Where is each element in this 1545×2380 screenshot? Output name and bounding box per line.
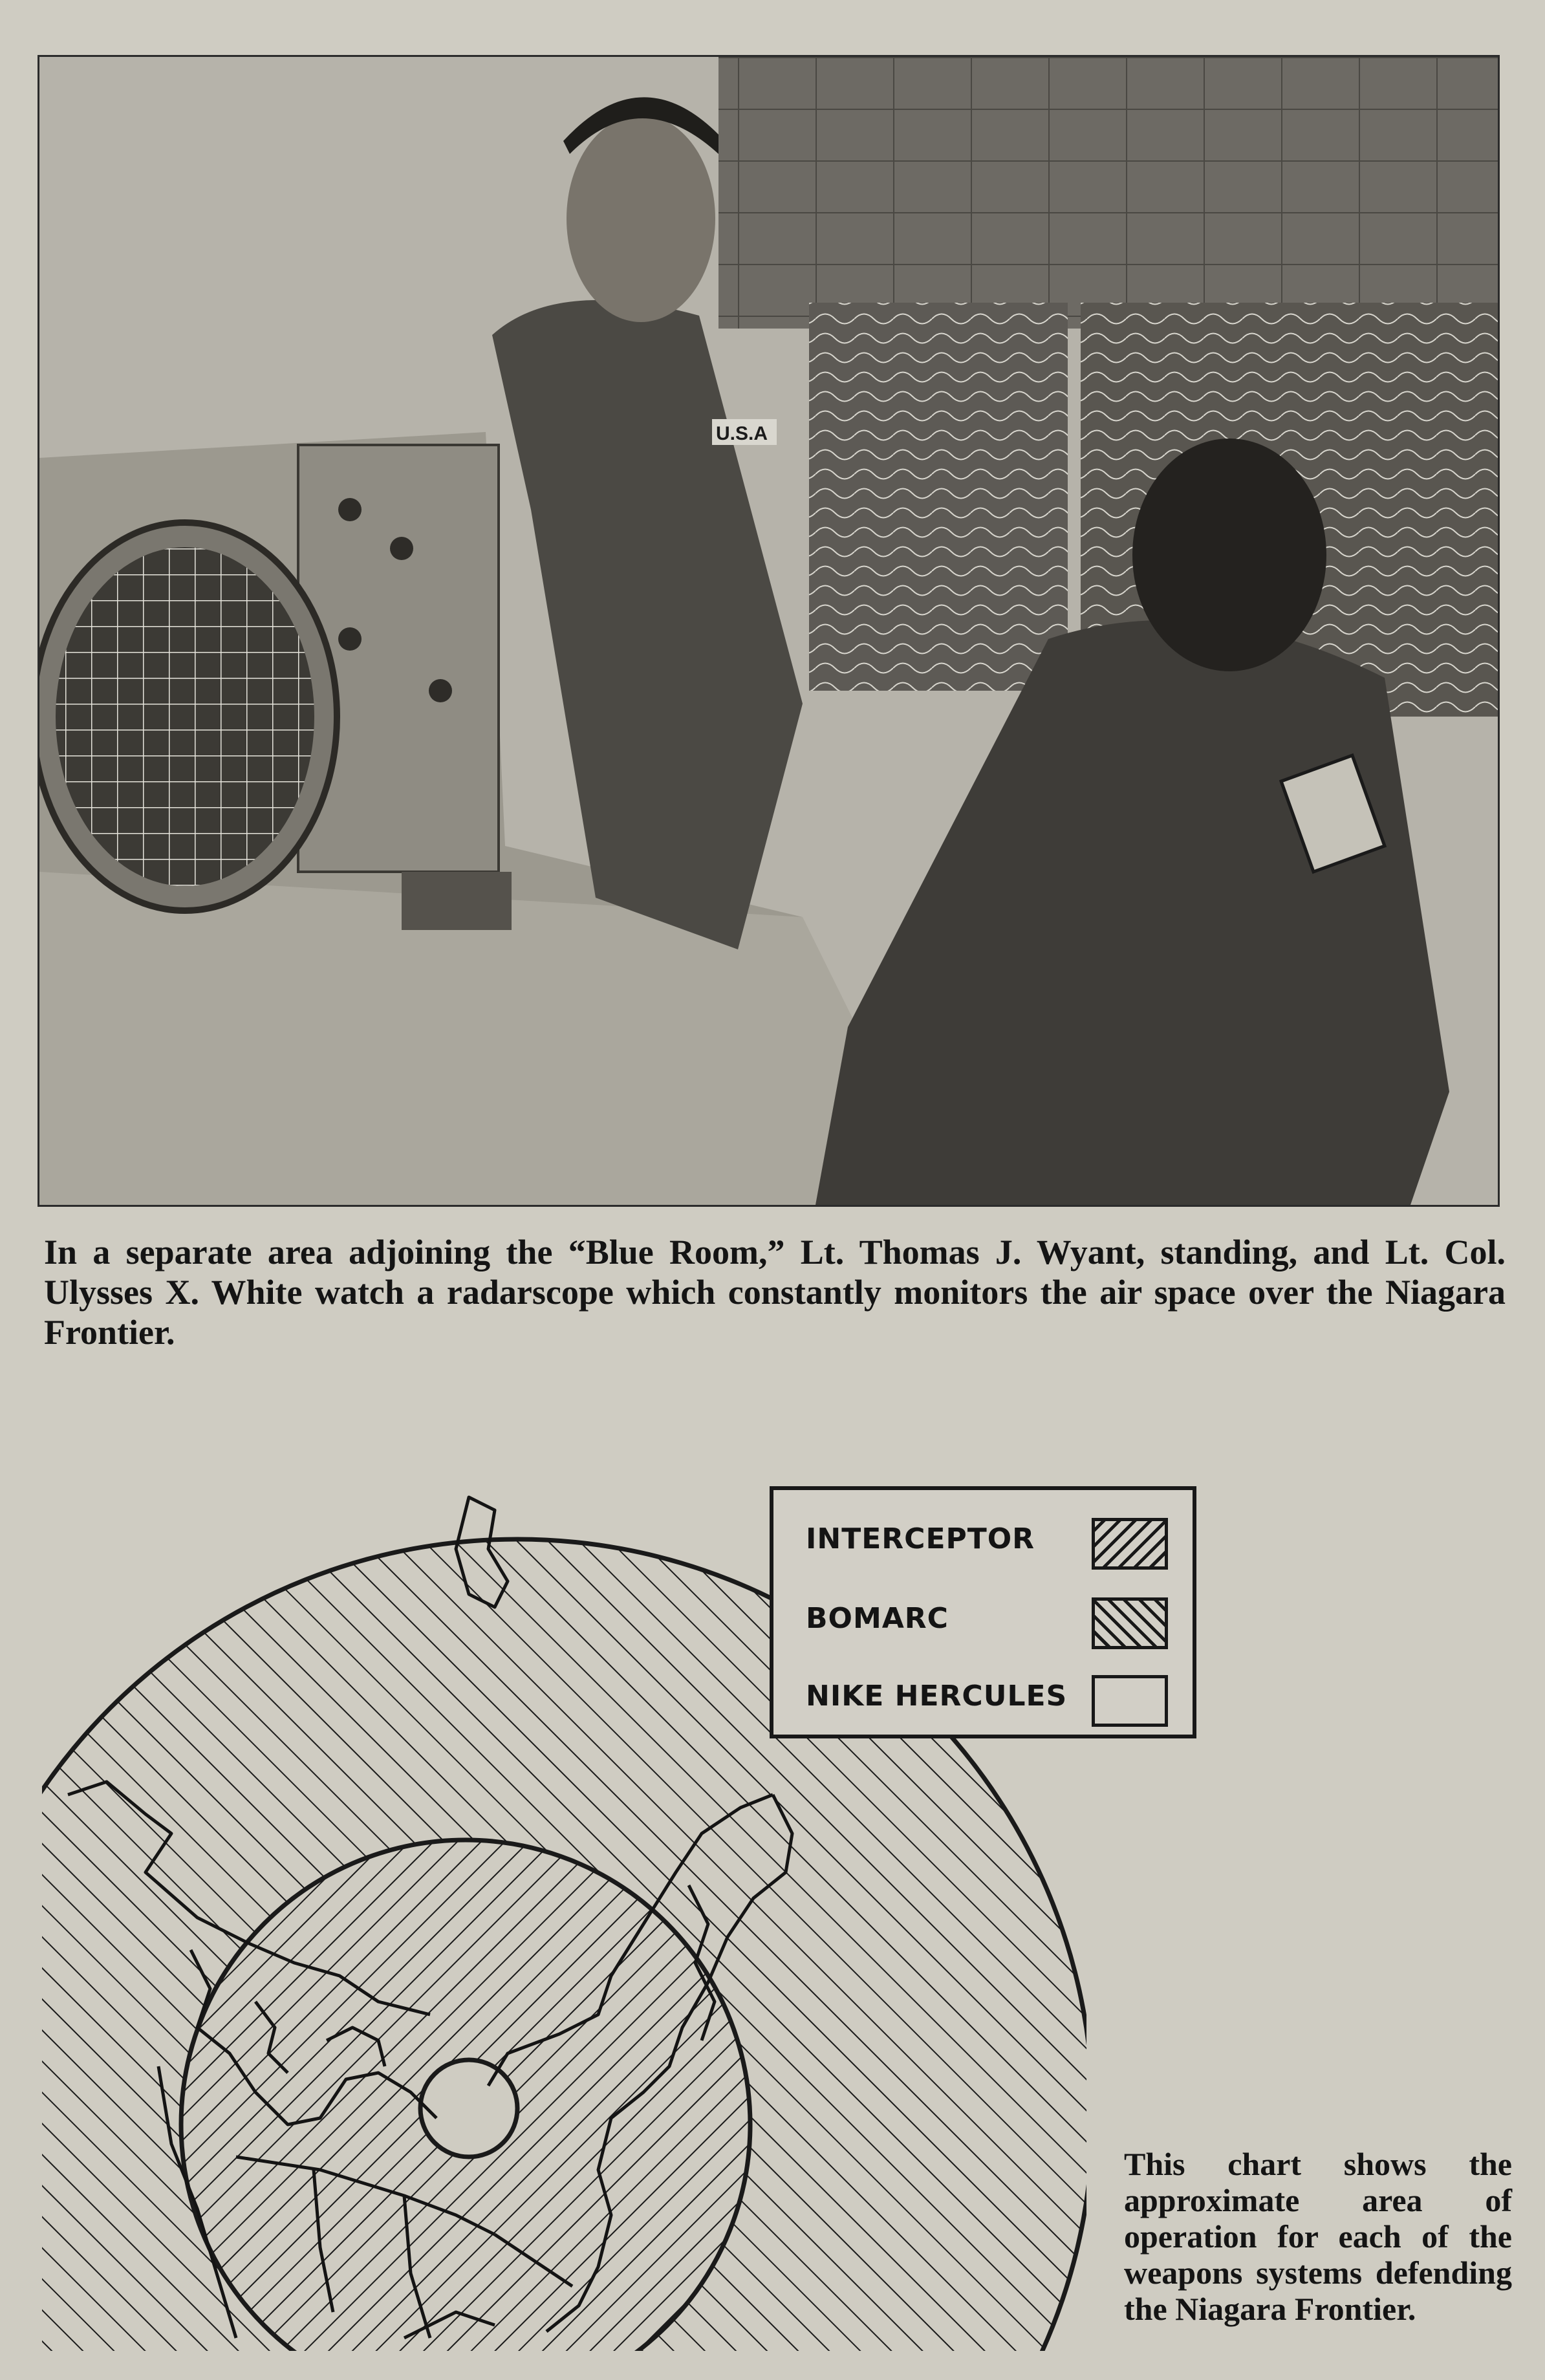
radar-room-photo bbox=[38, 55, 1500, 1207]
legend-item-nike-hercules bbox=[806, 1663, 1168, 1722]
chart-legend bbox=[770, 1486, 1196, 1738]
photo-caption: In a separate area adjoining the “Blue Room,” Lt. Thomas J. Wyant, standing, and Lt. Col. Ulysses X. White watch a radarscope which constantly monitors the air space over the Niagara Frontier. bbox=[44, 1233, 1506, 1352]
legend-label: NIKE HERCULES bbox=[806, 1680, 1068, 1713]
legend-label: BOMARC bbox=[806, 1602, 949, 1635]
hatch-up-swatch-icon bbox=[1092, 1518, 1168, 1570]
chart-caption: This chart shows the approximate area of operation for each of the weapons systems defending the Niagara Frontier. bbox=[1124, 2146, 1512, 2327]
nike-hercules-range bbox=[420, 2060, 517, 2157]
radar-console-photo bbox=[39, 57, 1498, 1205]
blank-swatch-icon bbox=[1092, 1675, 1168, 1727]
legend-item-interceptor bbox=[806, 1506, 1168, 1564]
uniform-tag: U.S.A bbox=[716, 423, 768, 444]
hatch-down-swatch-icon bbox=[1092, 1597, 1168, 1649]
legend-item-bomarc bbox=[806, 1586, 1168, 1644]
legend-label: INTERCEPTOR bbox=[806, 1522, 1035, 1555]
